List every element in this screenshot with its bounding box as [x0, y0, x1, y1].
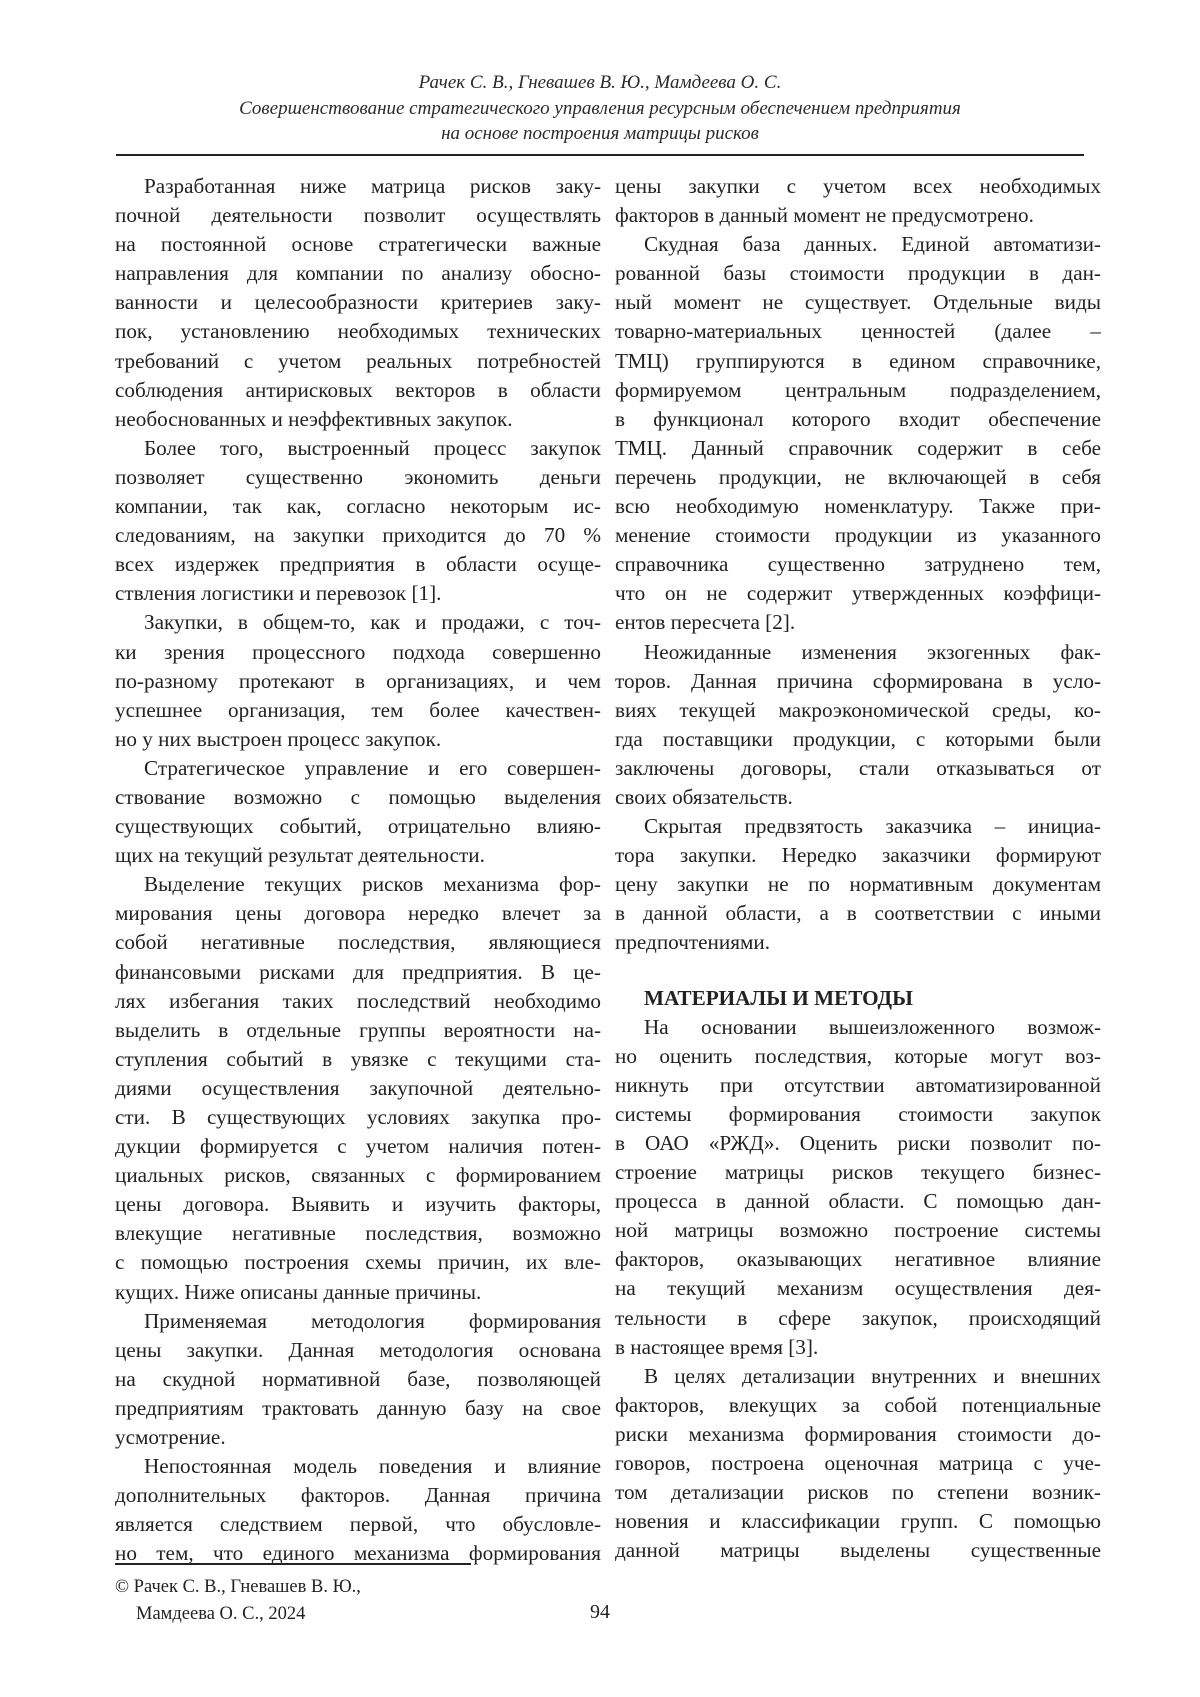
text-line: всю необходимую номенклатуру. Также при-: [615, 494, 1101, 519]
section-heading: МАТЕРИАЛЫ И МЕТОДЫ: [644, 985, 913, 1010]
text-line: новения и классификации групп. С помощью: [615, 1509, 1101, 1534]
text-line: дукции формируется с учетом наличия потен-: [115, 1134, 601, 1159]
text-line: Применяемая методология формирования: [144, 1308, 601, 1333]
text-line: цены закупки с учетом всех необходимых: [615, 174, 1101, 198]
text-line: с помощью построения схемы причин, их вле-: [115, 1250, 601, 1275]
footnote-line-1: © Рачек С. В., Гневашев В. Ю.,: [115, 1577, 361, 1597]
text-line: заключены договоры, стали отказываться от: [615, 755, 1101, 780]
text-line: лях избегания таких последствий необходимо: [115, 988, 601, 1013]
text-line: данной матрицы выделены существенные: [615, 1538, 1101, 1563]
footnote-rule: [115, 1563, 471, 1565]
left-column: [115, 172, 601, 1569]
running-header: [116, 70, 1084, 147]
text-line: ванности и целесообразности критериев заку-: [115, 290, 601, 315]
text-line: Разработанная ниже матрица рисков заку-: [144, 174, 601, 198]
text-line: мирования цены договора нередко влечет за: [115, 901, 601, 926]
text-line: ентов пересчета [2].: [615, 610, 796, 635]
text-line: том детализации рисков по степени возник-: [615, 1480, 1101, 1505]
text-line: тельности в сфере закупок, происходящий: [615, 1305, 1101, 1330]
text-line: гда поставщики продукции, с которыми были: [615, 726, 1101, 751]
text-line: ной матрицы возможно построение системы: [615, 1218, 1101, 1243]
text-line: всех издержек предприятия в области осуще-: [115, 552, 601, 577]
text-line: В целях детализации внутренних и внешних: [644, 1363, 1101, 1388]
text-line: На основании вышеизложенного возмож-: [644, 1014, 1101, 1039]
text-line: системы формирования стоимости закупок: [615, 1101, 1101, 1126]
page-number: 94: [590, 1601, 610, 1623]
text-line: Скрытая предвзятость заказчика – инициа-: [644, 814, 1101, 839]
text-line: по-разному протекают в организациях, и чем: [115, 668, 601, 693]
text-line: финансовыми рисками для предприятия. В це-: [115, 959, 601, 984]
text-line: на постоянной основе стратегически важные: [115, 232, 601, 257]
text-line: Стратегическое управление и его совершен-: [144, 755, 601, 780]
text-line: дополнительных факторов. Данная причина: [115, 1483, 601, 1508]
copyright-footnote: [115, 1574, 361, 1628]
text-line: следованиям, на закупки приходится до 70 %: [115, 523, 601, 548]
footnote-line-2: Мамдеева О. С., 2024: [136, 1604, 306, 1624]
text-line: ТМЦ. Данный справочник содержит в себе: [615, 435, 1101, 460]
text-line: своих обязательств.: [615, 784, 793, 809]
right-column: [615, 172, 1101, 1565]
text-line: говоров, построена оценочная матрица с уче-: [615, 1451, 1101, 1476]
text-line: существующих событий, отрицательно влияю-: [115, 814, 601, 839]
text-line: Более того, выстроенный процесс закупок: [144, 435, 601, 460]
text-line: на скудной нормативной базе, позволяющей: [115, 1366, 601, 1391]
text-line: ступления событий в увязке с текущими ста-: [115, 1046, 601, 1071]
text-line: риски механизма формирования стоимости до-: [615, 1421, 1101, 1446]
text-line: справочника существенно затруднено тем,: [615, 552, 1101, 577]
text-line: но оценить последствия, которые могут воз-: [615, 1043, 1101, 1068]
text-line: тора закупки. Нередко заказчики формируют: [615, 843, 1101, 868]
header-rule: [116, 154, 1084, 156]
text-line: успешнее организация, тем более качествен-: [115, 697, 601, 722]
text-line: Выделение текущих рисков механизма фор-: [144, 872, 601, 897]
header-title-line-2: на основе построения матрицы рисков: [441, 123, 759, 144]
text-line: диями осуществления закупочной деятельно-: [115, 1075, 601, 1100]
text-line: строение матрицы рисков текущего бизнес-: [615, 1160, 1101, 1185]
header-title-line-1: Совершенствование стратегического управления ресурсным обеспечением предприятия: [239, 97, 961, 119]
text-line: ствование возможно с помощью выделения: [115, 784, 601, 809]
text-line: является следствием первой, что обусловле-: [115, 1512, 601, 1537]
text-line: факторов, оказывающих негативное влияние: [615, 1247, 1101, 1272]
text-line: торов. Данная причина сформирована в усло-: [615, 668, 1101, 693]
text-line: позволяет существенно экономить деньги: [115, 464, 601, 489]
text-line: ствления логистики и перевозок [1].: [115, 581, 442, 606]
text-line: товарно-материальных ценностей (далее –: [615, 319, 1101, 344]
text-line: Скудная база данных. Единой автоматизи-: [644, 232, 1101, 257]
text-line: перечень продукции, не включающей в себя: [615, 464, 1101, 489]
text-line: необоснованных и неэффективных закупок.: [115, 406, 513, 431]
text-line: компании, так как, согласно некоторым ис-: [115, 494, 601, 519]
text-line: менение стоимости продукции из указанного: [615, 523, 1101, 548]
text-line: требований с учетом реальных потребностей: [115, 348, 601, 373]
text-line: цены закупки. Данная методология основана: [115, 1337, 601, 1362]
text-line: циальных рисков, связанных с формированием: [115, 1163, 601, 1188]
text-line: ки зрения процессного подхода совершенно: [115, 639, 601, 664]
text-line: щих на текущий результат деятельности.: [115, 843, 485, 868]
text-line: соблюдения антирисковых векторов в области: [115, 377, 601, 402]
text-line: ный момент не существует. Отдельные виды: [615, 290, 1101, 315]
text-line: предприятиям трактовать данную базу на свое: [115, 1395, 601, 1420]
header-authors: Рачек С. В., Гневашев В. Ю., Мамдеева О. С.: [418, 72, 782, 93]
text-line: предпочтениями.: [615, 930, 771, 955]
text-line: кущих. Ниже описаны данные причины.: [115, 1279, 482, 1304]
text-line: направления для компании по анализу обосно-: [115, 261, 601, 286]
text-line: усмотрение.: [115, 1425, 226, 1450]
text-line: виях текущей макроэкономической среды, ко-: [615, 697, 1101, 722]
text-line: ТМЦ) группируются в едином справочнике,: [615, 348, 1101, 373]
text-line: сти. В существующих условиях закупка про-: [115, 1105, 601, 1129]
text-line: пок, установлению необходимых технических: [115, 319, 601, 344]
text-line: процесса в данной области. С помощью дан-: [615, 1189, 1101, 1214]
text-line: формируемом центральным подразделением,: [615, 377, 1101, 402]
text-line: но у них выстроен процесс закупок.: [115, 726, 442, 751]
text-line: что он не содержит утвержденных коэффици-: [615, 581, 1101, 606]
text-line: почной деятельности позволит осуществлять: [115, 203, 601, 228]
text-line: факторов, влекущих за собой потенциальные: [615, 1392, 1101, 1417]
text-line: факторов в данный момент не предусмотрено.: [615, 203, 1034, 228]
text-line: в ОАО «РЖД». Оценить риски позволит по-: [615, 1131, 1101, 1155]
section-gap: [615, 958, 1101, 984]
text-line: в функционал которого входит обеспечение: [615, 406, 1101, 431]
text-line: в настоящее время [3].: [615, 1334, 819, 1359]
text-line: в данной области, а в соответствии с иными: [615, 901, 1101, 926]
text-line: цену закупки не по нормативным документам: [615, 872, 1101, 897]
text-line: но тем, что единого механизма формирования: [115, 1541, 601, 1566]
text-line: выделить в отдельные группы вероятности на-: [115, 1017, 601, 1042]
text-line: Неожиданные изменения экзогенных фак-: [644, 639, 1101, 664]
text-line: цены договора. Выявить и изучить факторы,: [115, 1192, 601, 1217]
text-line: на текущий механизм осуществления дея-: [615, 1276, 1101, 1301]
text-line: собой негативные последствия, являющиеся: [115, 930, 601, 955]
text-line: Закупки, в общем-то, как и продажи, с точ-: [144, 610, 601, 635]
text-line: никнуть при отсутствии автоматизированной: [615, 1072, 1101, 1097]
text-line: рованной базы стоимости продукции в дан-: [615, 261, 1101, 286]
text-line: влекущие негативные последствия, возможно: [115, 1221, 601, 1246]
text-line: Непостоянная модель поведения и влияние: [144, 1454, 601, 1479]
